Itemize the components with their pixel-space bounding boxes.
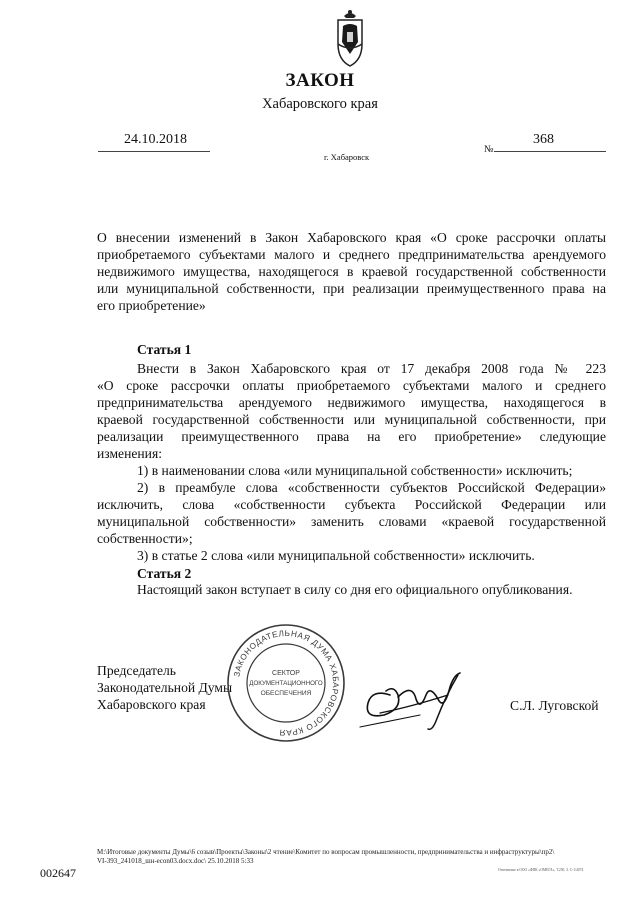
document-title: ЗАКОН — [285, 70, 355, 91]
number-sign: № — [484, 144, 494, 155]
article-line: краевой государственной собственности или муниципальной собственности, при — [97, 412, 606, 427]
article-1-heading: Статья 1 — [137, 342, 192, 357]
coat-of-arms-icon — [330, 8, 370, 68]
position-line: Председатель — [97, 663, 176, 678]
file-path-footer — [97, 848, 554, 866]
file-path-line: VI-393_241018_шн-econ03.docx.doc\ 25.10.2018 5:33 — [97, 857, 254, 865]
law-preamble — [97, 229, 606, 314]
document-code: 002647 — [40, 866, 76, 880]
preamble-line: его приобретение» — [97, 298, 206, 313]
article-line: реализации преимущественного права на его приобретение» следующие — [97, 429, 606, 444]
article-line: предпринимательства арендуемого недвижимого имущества, находящегося в — [97, 395, 606, 410]
article-line: изменения: — [97, 446, 162, 461]
article-line: «О сроке рассрочки оплаты приобретаемого субъектами малого и среднего — [97, 378, 606, 393]
official-stamp — [225, 622, 347, 744]
date-underline — [98, 151, 210, 152]
document-subtitle: Хабаровского края — [262, 96, 378, 112]
article-2-heading: Статья 2 — [137, 566, 192, 581]
article-line: 3) в статье 2 слова «или муниципальной собственности» исключить. — [137, 548, 535, 563]
signer-position — [97, 662, 232, 713]
stamp-ring-text: ЗАКОНОДАТЕЛЬНАЯ ДУМА ХАБАРОВСКОГО КРАЯ — [232, 628, 341, 738]
article-1-body — [97, 360, 606, 564]
preamble-line: недвижимого имущества, находящегося в краевой государственной собственности — [97, 264, 606, 279]
preamble-line: О внесении изменений в Закон Хабаровского края «О сроке рассрочки оплаты — [97, 230, 606, 245]
preamble-line: приобретаемого субъектами малого и среднего предпринимательства арендуемого — [97, 247, 606, 262]
signer-name: С.Л. Луговской — [510, 698, 599, 713]
article-line: исключить, слова «собственности субъекта Российской Федерации или — [97, 497, 606, 512]
law-number: 368 — [533, 132, 554, 147]
city-label: г. Хабаровск — [324, 152, 370, 162]
article-2-text: Настоящий закон вступает в силу со дня его официального опубликования. — [137, 582, 573, 597]
article-line: Внести в Закон Хабаровского края от 17 декабря 2008 года № 223 — [137, 361, 606, 376]
article-line: муниципальной собственности» заменить словами «краевой государственной — [97, 514, 606, 529]
stamp-center-line: СЕКТОР — [272, 670, 300, 677]
position-line: Хабаровского края — [97, 697, 206, 712]
preamble-line: или муниципальной собственности, при реализации преимущественного права на — [97, 281, 606, 296]
file-path-line: М:\Итоговые документы Думы\6 созыв\Проекты\Законы\2 чтение\Комитет по вопросам промышленности, предпринимательства и инфраструктуры\пр2\ — [97, 848, 555, 856]
article-line: 1) в наименовании слова «или муниципальной собственности» исключить; — [137, 463, 573, 478]
number-underline — [494, 151, 606, 152]
article-line: собственности»; — [97, 531, 193, 546]
handwritten-signature — [350, 665, 480, 735]
article-line: 2) в преамбуле слова «собственности субъектов Российской Федерации» — [137, 480, 606, 495]
position-line: Законодательной Думы — [97, 680, 233, 695]
stamp-center-line: ДОКУМЕНТАЦИОННОГО — [249, 680, 323, 687]
printer-imprint: Отпечатано в ООО «ФПК «ОМЕГА», Т.250, З. С-1/4074 — [498, 868, 584, 872]
stamp-center-line: ОБЕСПЕЧЕНИЯ — [260, 690, 312, 697]
law-date: 24.10.2018 — [124, 132, 187, 147]
